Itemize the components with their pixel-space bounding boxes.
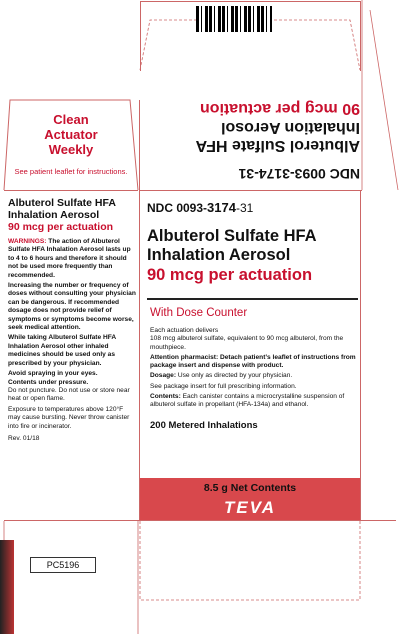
avoid-eyes-warning: Avoid spraying in your eyes. bbox=[8, 370, 98, 378]
main-strength: 90 mcg per actuation bbox=[147, 266, 313, 284]
left-panel bbox=[8, 197, 136, 443]
revision-date: Rev. 01/18 bbox=[8, 434, 40, 442]
each-actuation-2: 108 mcg albuterol sulfate, equivalent to 90 mcg albuterol, from the mouthpiece. bbox=[150, 335, 344, 351]
main-details bbox=[150, 306, 356, 432]
top-flap-product-name: Albuterol Sulfate HFA bbox=[195, 137, 360, 154]
metered-inhalations: 200 Metered Inhalations bbox=[150, 419, 258, 431]
product-code-box: PC5196 bbox=[30, 557, 96, 573]
pressure-warning: Contents under pressure. bbox=[8, 378, 89, 386]
left-product-form: Inhalation Aerosol bbox=[8, 209, 100, 221]
attention-pharmacist: Attention pharmacist: Detach patient’s leaflet of instructions from package insert and dispense with product. bbox=[150, 353, 356, 370]
barcode bbox=[196, 6, 272, 32]
top-flap-strength: 90 mcg per actuation bbox=[199, 100, 360, 117]
side-flap bbox=[8, 112, 134, 176]
exposure-warning: Exposure to temperatures above 120°F may cause bursting. Never throw canister into fire or incinerator. bbox=[8, 405, 130, 430]
puncture-warning: Do not puncture. Do not use or store near heat or open flame. bbox=[8, 386, 130, 403]
other-medicines-warning: While taking Albuterol Sulfate HFA Inhalation Aerosol other inhaled medicines should be used only as prescribed by your physician. bbox=[8, 334, 116, 367]
warnings-paragraph: WARNINGS: The action of Albuterol Sulfate HFA Inhalation Aerosol lasts up to 4 to 6 hours and therefore it should not be used more frequently than recommended. bbox=[8, 238, 131, 279]
see-patient-leaflet: See patient leaflet for instructions. bbox=[14, 167, 128, 176]
each-actuation-1: Each actuation delivers bbox=[150, 327, 219, 334]
top-flap-ndc: NDC 0093-3174-31 bbox=[238, 166, 360, 182]
dose-counter-label: With Dose Counter bbox=[150, 307, 248, 319]
increase-dose-warning: Increasing the number or frequency of doses without consulting your physician can be dangerous. If recommended dosage does not provide relief of symptoms or symptoms become worse, seek medical attention. bbox=[8, 282, 136, 332]
package-insert-line: See package insert for full prescribing information. bbox=[150, 382, 297, 390]
teva-logo: TEVA bbox=[223, 498, 277, 517]
net-contents-label: 8.5 g Net Contents bbox=[203, 482, 297, 494]
left-strength: 90 mcg per actuation bbox=[8, 221, 114, 233]
main-panel bbox=[147, 200, 357, 285]
main-ndc: NDC 0093-3174-31 bbox=[147, 200, 254, 215]
dark-edge-strip bbox=[0, 540, 14, 634]
clean-line-3: Weekly bbox=[48, 142, 94, 157]
clean-line-1: Clean bbox=[53, 112, 89, 127]
contents-line: Contents: Each canister contains a microcrystalline suspension of albuterol sulfate in propellant (HFA-134a) and ethanol. bbox=[150, 393, 345, 409]
dosage-line: Dosage: Use only as directed by your physician. bbox=[150, 372, 293, 380]
left-product-name: Albuterol Sulfate HFA bbox=[8, 197, 116, 209]
main-product-name: Albuterol Sulfate HFA bbox=[147, 227, 317, 245]
top-flap-upside-down bbox=[150, 82, 360, 182]
top-flap-product-form: Inhalation Aerosol bbox=[221, 119, 360, 136]
main-divider bbox=[147, 298, 358, 300]
main-product-form: Inhalation Aerosol bbox=[147, 246, 291, 264]
clean-line-2: Actuator bbox=[44, 127, 98, 142]
